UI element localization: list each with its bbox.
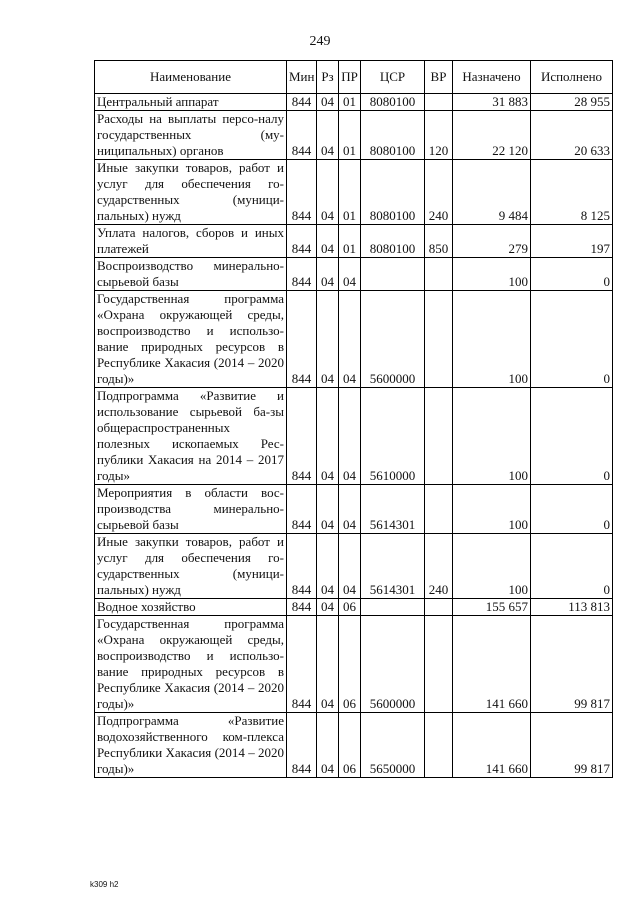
cell-rz: 04 [317, 291, 339, 388]
cell-csr: 5600000 [361, 291, 425, 388]
cell-vr [425, 485, 453, 534]
cell-assigned: 100 [453, 258, 531, 291]
header-assigned: Назначено [453, 61, 531, 94]
cell-assigned: 22 120 [453, 111, 531, 160]
table-row [95, 258, 613, 291]
cell-csr: 5650000 [361, 713, 425, 778]
cell-assigned: 100 [453, 388, 531, 485]
cell-executed: 28 955 [531, 94, 613, 111]
page-number: 249 [309, 34, 331, 49]
cell-pr: 04 [339, 258, 361, 291]
cell-vr: 850 [425, 225, 453, 258]
cell-rz: 04 [317, 616, 339, 713]
cell-executed: 113 813 [531, 599, 613, 616]
cell-min: 844 [287, 111, 317, 160]
cell-vr [425, 599, 453, 616]
cell-executed: 197 [531, 225, 613, 258]
cell-rz: 04 [317, 258, 339, 291]
cell-vr [425, 258, 453, 291]
cell-csr [361, 599, 425, 616]
cell-name: Государственная программа «Охрана окружающей среды, воспроизводство и использо-вание природных ресурсов в Республике Хакасия (2014 – 2020 годы)» [95, 291, 287, 388]
cell-min: 844 [287, 713, 317, 778]
cell-assigned: 31 883 [453, 94, 531, 111]
cell-rz: 04 [317, 713, 339, 778]
cell-vr [425, 713, 453, 778]
cell-assigned: 100 [453, 291, 531, 388]
cell-rz: 04 [317, 388, 339, 485]
header-csr: ЦСР [361, 61, 425, 94]
cell-rz: 04 [317, 160, 339, 225]
cell-name: Подпрограмма «Развитие и использование сырьевой ба-зы общераспространенных полезных ископаемых Рес-публики Хакасия на 2014 – 2017 годы» [95, 388, 287, 485]
header-rz: Рз [317, 61, 339, 94]
cell-csr: 8080100 [361, 111, 425, 160]
cell-executed: 99 817 [531, 616, 613, 713]
header-pr: ПР [339, 61, 361, 94]
table-row [95, 160, 613, 225]
cell-name: Иные закупки товаров, работ и услуг для обеспечения го-сударственных (муници-пальных) нужд [95, 534, 287, 599]
table-header-row [95, 61, 613, 94]
cell-assigned: 141 660 [453, 616, 531, 713]
cell-rz: 04 [317, 485, 339, 534]
footer-code: k309 h2 [90, 880, 119, 889]
cell-min: 844 [287, 160, 317, 225]
header-min: Мин [287, 61, 317, 94]
cell-executed: 0 [531, 388, 613, 485]
cell-min: 844 [287, 388, 317, 485]
cell-vr: 240 [425, 534, 453, 599]
table-row [95, 111, 613, 160]
cell-vr [425, 94, 453, 111]
table-row [95, 388, 613, 485]
cell-min: 844 [287, 258, 317, 291]
cell-csr: 8080100 [361, 94, 425, 111]
cell-name: Уплата налогов, сборов и иных платежей [95, 225, 287, 258]
cell-vr: 240 [425, 160, 453, 225]
cell-csr: 5614301 [361, 485, 425, 534]
cell-executed: 8 125 [531, 160, 613, 225]
cell-executed: 0 [531, 258, 613, 291]
cell-csr: 8080100 [361, 160, 425, 225]
cell-rz: 04 [317, 534, 339, 599]
table-row [95, 291, 613, 388]
cell-min: 844 [287, 485, 317, 534]
cell-vr [425, 388, 453, 485]
cell-min: 844 [287, 534, 317, 599]
cell-executed: 99 817 [531, 713, 613, 778]
cell-min: 844 [287, 94, 317, 111]
cell-csr [361, 258, 425, 291]
cell-executed: 0 [531, 485, 613, 534]
table-row [95, 225, 613, 258]
cell-assigned: 100 [453, 485, 531, 534]
cell-name: Воспроизводство минерально-сырьевой базы [95, 258, 287, 291]
header-name: Наименование [95, 61, 287, 94]
cell-pr: 04 [339, 291, 361, 388]
cell-executed: 0 [531, 534, 613, 599]
cell-name: Подпрограмма «Развитие водохозяйственного ком-плекса Республики Хакасия (2014 – 2020 годы)» [95, 713, 287, 778]
cell-vr [425, 616, 453, 713]
cell-pr: 06 [339, 599, 361, 616]
table-row [95, 713, 613, 778]
cell-rz: 04 [317, 599, 339, 616]
cell-csr: 5614301 [361, 534, 425, 599]
cell-assigned: 141 660 [453, 713, 531, 778]
cell-name: Центральный аппарат [95, 94, 287, 111]
cell-pr: 01 [339, 160, 361, 225]
cell-assigned: 9 484 [453, 160, 531, 225]
cell-pr: 01 [339, 111, 361, 160]
cell-csr: 5600000 [361, 616, 425, 713]
cell-rz: 04 [317, 225, 339, 258]
cell-name: Расходы на выплаты персо-налу государственных (му-ниципальных) органов [95, 111, 287, 160]
table-row [95, 534, 613, 599]
cell-min: 844 [287, 291, 317, 388]
cell-name: Водное хозяйство [95, 599, 287, 616]
cell-pr: 06 [339, 616, 361, 713]
table-row [95, 485, 613, 534]
cell-rz: 04 [317, 111, 339, 160]
table-row [95, 94, 613, 111]
cell-executed: 0 [531, 291, 613, 388]
cell-name: Мероприятия в области вос-производства минерально-сырьевой базы [95, 485, 287, 534]
cell-pr: 01 [339, 94, 361, 111]
cell-assigned: 155 657 [453, 599, 531, 616]
cell-min: 844 [287, 616, 317, 713]
cell-csr: 5610000 [361, 388, 425, 485]
header-vr: ВР [425, 61, 453, 94]
cell-pr: 01 [339, 225, 361, 258]
cell-vr: 120 [425, 111, 453, 160]
cell-csr: 8080100 [361, 225, 425, 258]
cell-pr: 06 [339, 713, 361, 778]
budget-table [94, 60, 613, 778]
cell-vr [425, 291, 453, 388]
table-body [95, 94, 613, 778]
cell-assigned: 100 [453, 534, 531, 599]
cell-name: Государственная программа «Охрана окружающей среды, воспроизводство и использо-вание природных ресурсов в Республике Хакасия (2014 – 2020 годы)» [95, 616, 287, 713]
cell-pr: 04 [339, 388, 361, 485]
header-executed: Исполнено [531, 61, 613, 94]
table-row [95, 599, 613, 616]
cell-rz: 04 [317, 94, 339, 111]
cell-min: 844 [287, 225, 317, 258]
cell-min: 844 [287, 599, 317, 616]
cell-pr: 04 [339, 485, 361, 534]
table-row [95, 616, 613, 713]
cell-name: Иные закупки товаров, работ и услуг для обеспечения го-сударственных (муници-пальных) нужд [95, 160, 287, 225]
cell-executed: 20 633 [531, 111, 613, 160]
cell-pr: 04 [339, 534, 361, 599]
cell-assigned: 279 [453, 225, 531, 258]
